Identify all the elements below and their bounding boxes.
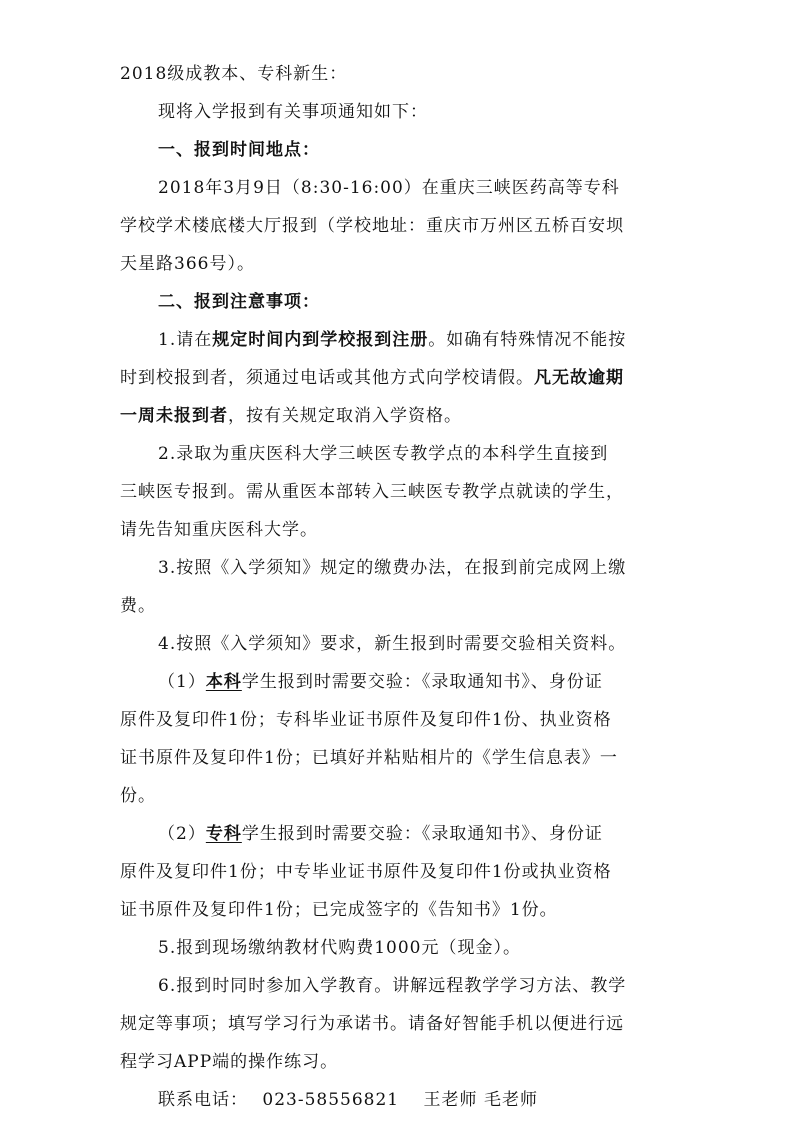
- item6-line-2: 规定等事项；填写学习行为承诺书。请备好智能手机以便进行远: [120, 1014, 624, 1034]
- item4-sub1-key: 本科: [205, 672, 242, 692]
- item1-line-2: [120, 366, 624, 390]
- item2-line-3: 请先告知重庆医科大学。: [120, 520, 318, 540]
- contact-line: [158, 1088, 538, 1112]
- item4-sub1-line-2: 原件及复印件1份；专科毕业证书原件及复印件1份、执业资格: [120, 710, 612, 730]
- item4-sub2-line-3: 证书原件及复印件1份；已完成签字的《告知书》1份。: [120, 900, 558, 920]
- item1-line-3: [120, 404, 462, 428]
- item3-line-1: 3.按照《入学须知》规定的缴费办法，在报到前完成网上缴: [158, 558, 627, 578]
- section1-heading: 一、报到时间地点：: [158, 140, 320, 160]
- contact-label: 联系电话：: [158, 1090, 248, 1110]
- item4-sub2-key: 专科: [205, 824, 242, 844]
- item4-line: 4.按照《入学须知》要求，新生报到时需要交验相关资料。: [158, 634, 627, 654]
- item6-line-1: 6.报到时同时参加入学教育。讲解远程教学学习方法、教学: [158, 976, 627, 996]
- item4-sub2-number: （2）: [158, 824, 206, 844]
- section1-line-2: 学校学术楼底楼大厅报到（学校地址：重庆市万州区五桥百安坝: [120, 216, 624, 236]
- contact-people: 王老师 毛老师: [423, 1090, 538, 1110]
- item1-after-3: ，按有关规定取消入学资格。: [228, 406, 462, 426]
- section1-line-3: 天星路366号）。: [120, 254, 255, 274]
- item2-line-2: 三峡医专报到。需从重医本部转入三峡医专教学点就读的学生，: [120, 482, 624, 502]
- item6-line-3: 程学习APP端的操作练习。: [120, 1052, 339, 1072]
- item1-prefix: 1.请在: [158, 330, 213, 350]
- item4-sub1-number: （1）: [158, 672, 206, 692]
- section2-heading: 二、报到注意事项：: [158, 292, 320, 312]
- item2-line-1: 2.录取为重庆医科大学三峡医专教学点的本科学生直接到: [158, 444, 609, 464]
- item1-after-1: 。如确有特殊情况不能按: [428, 330, 627, 350]
- item1-line-2-text: 时到校报到者，须通过电话或其他方式向学校请假。: [120, 368, 534, 388]
- item4-sub2-line-2: 原件及复印件1份；中专毕业证书原件及复印件1份或执业资格: [120, 862, 612, 882]
- item4-sub1-line-3: 证书原件及复印件1份；已填好并粘贴相片的《学生信息表》一: [120, 748, 618, 768]
- intro: 现将入学报到有关事项通知如下：: [158, 102, 428, 122]
- section1-line-1: 2018年3月9日（8:30-16:00）在重庆三峡医药高等专科: [158, 178, 620, 198]
- item4-sub1-line-4: 份。: [120, 786, 156, 806]
- item4-sub2-rest: 学生报到时需要交验：《录取通知书》、身份证: [241, 824, 603, 844]
- item4-sub2-line-1: [158, 822, 603, 846]
- item4-sub1-rest: 学生报到时需要交验：《录取通知书》、身份证: [241, 672, 603, 692]
- item5-line: 5.报到现场缴纳教材代购费1000元（现金）。: [158, 938, 521, 958]
- contact-phone: 023-58556821: [262, 1090, 400, 1110]
- greeting: 2018级成教本、专科新生：: [120, 64, 348, 84]
- item1-emphasis-1: 规定时间内到学校报到注册: [212, 330, 429, 350]
- item3-line-2: 费。: [120, 596, 156, 616]
- item1-emphasis-3: 一周未报到者: [120, 406, 228, 426]
- item1-line-1: [158, 328, 626, 352]
- item1-emphasis-2: 凡无故逾期: [534, 368, 624, 388]
- item4-sub1-line-1: [158, 670, 603, 694]
